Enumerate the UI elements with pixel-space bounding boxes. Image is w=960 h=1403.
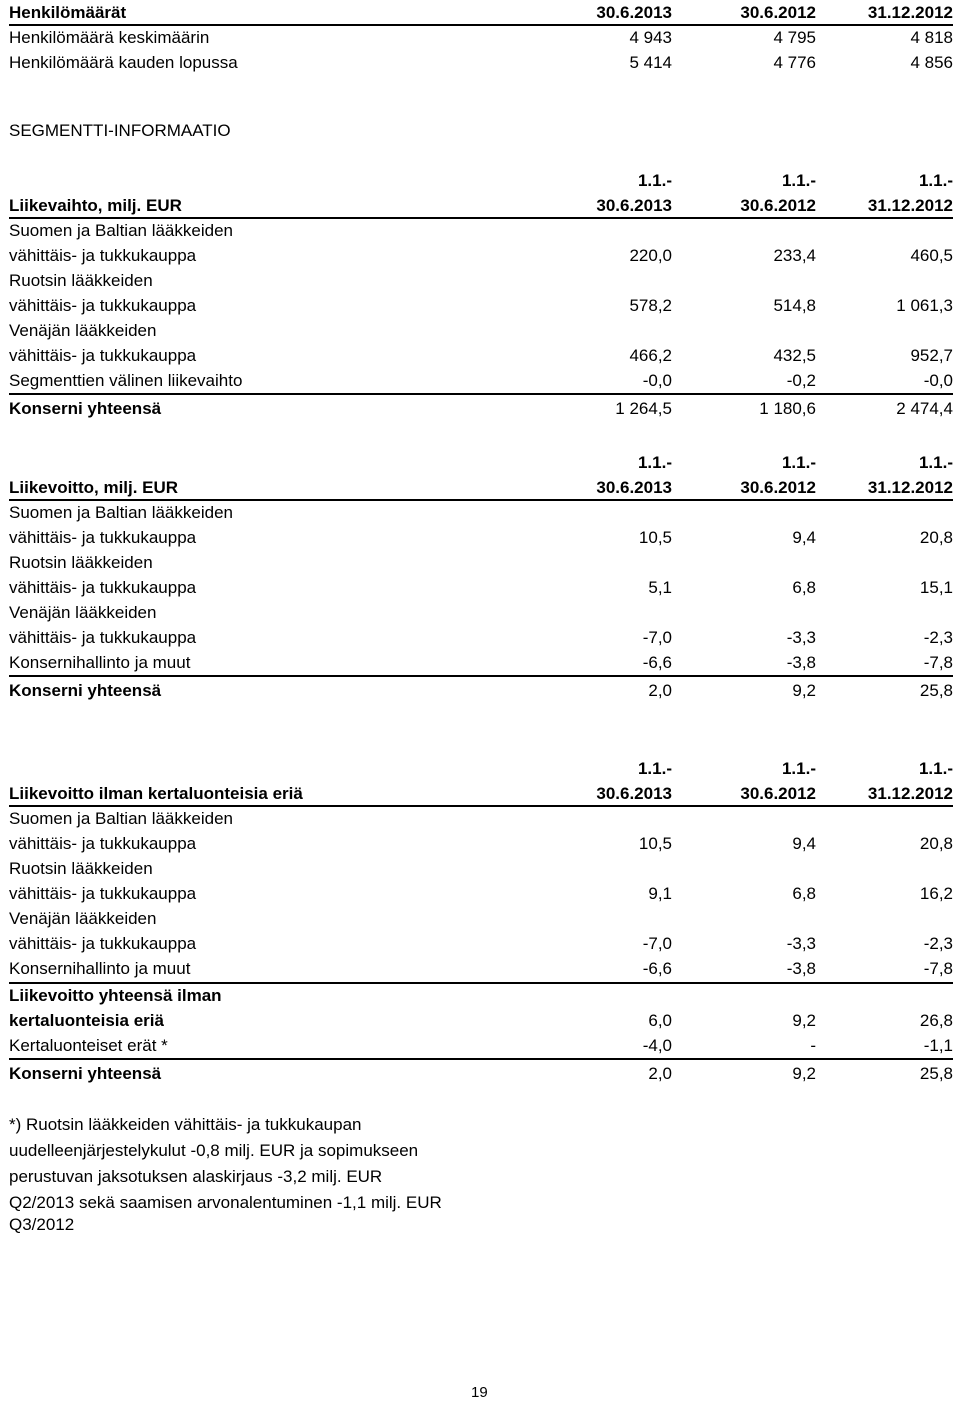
footnote-line: *) Ruotsin lääkkeiden vähittäis- ja tukkukaupan: [9, 1115, 362, 1134]
cell: 16,2: [919, 884, 953, 903]
period-start-row: [9, 168, 953, 193]
divider: [9, 675, 953, 677]
total-row: [9, 396, 953, 421]
cell: 220,0: [629, 246, 672, 265]
cell: 25,8: [919, 1064, 953, 1083]
table-row: [9, 881, 953, 906]
row-label: vähittäis- ja tukkukauppa: [9, 346, 197, 365]
subtotal-label-line: [9, 983, 953, 1008]
col-header: 30.6.2012: [740, 196, 816, 215]
cell: -7,8: [923, 959, 953, 978]
cell: -2,3: [923, 628, 953, 647]
col-header-start: 1.1.-: [637, 171, 672, 190]
cell: 466,2: [629, 346, 672, 365]
ebit-excl-header-row: [9, 781, 953, 806]
table-row: [9, 243, 953, 268]
subtotal-label: Liikevoitto yhteensä ilman: [9, 986, 222, 1005]
col-header: 30.6.2012: [740, 3, 816, 22]
row-label-line: [9, 318, 953, 343]
col-header: 30.6.2013: [596, 478, 672, 497]
period-start-row: [9, 450, 953, 475]
row-label-line: [9, 600, 953, 625]
row-label: Suomen ja Baltian lääkkeiden: [9, 503, 233, 522]
row-label-line: [9, 806, 953, 831]
table-row: [9, 625, 953, 650]
table-row: [9, 293, 953, 318]
cell: 9,2: [792, 1011, 816, 1030]
divider: [9, 1058, 953, 1060]
col-header: 31.12.2012: [867, 784, 953, 803]
row-label: Konsernihallinto ja muut: [9, 653, 191, 672]
table-row: [9, 368, 953, 393]
cell: 26,8: [919, 1011, 953, 1030]
footnote-line: Q2/2013 sekä saamisen arvonalentuminen -1,1 milj. EUR: [9, 1193, 442, 1212]
row-label-line: [9, 218, 953, 243]
table-row: [9, 25, 953, 50]
cell: -3,3: [786, 934, 816, 953]
cell: 4 795: [773, 28, 816, 47]
row-label: vähittäis- ja tukkukauppa: [9, 578, 197, 597]
row-label-line: [9, 550, 953, 575]
ebit-table: [9, 450, 953, 703]
col-header-start: 1.1.-: [637, 759, 672, 778]
cell: -3,8: [786, 653, 816, 672]
cell: -0,0: [642, 371, 672, 390]
cell: 233,4: [773, 246, 816, 265]
table-row: [9, 956, 953, 981]
cell: 15,1: [919, 578, 953, 597]
col-header-start: 1.1.-: [781, 171, 816, 190]
footnote-line: uudelleenjärjestelykulut -0,8 milj. EUR ja sopimukseen: [9, 1141, 419, 1160]
cell: -4,0: [642, 1036, 672, 1055]
row-label: vähittäis- ja tukkukauppa: [9, 834, 197, 853]
divider: [9, 393, 953, 395]
footnote-line: Q3/2012: [9, 1215, 75, 1234]
cell: 20,8: [919, 834, 953, 853]
col-header: 31.12.2012: [867, 478, 953, 497]
cell: 5,1: [648, 578, 672, 597]
cell: 4 943: [629, 28, 672, 47]
col-header-start: 1.1.-: [918, 759, 953, 778]
row-label: Konsernihallinto ja muut: [9, 959, 191, 978]
cell: 6,0: [648, 1011, 672, 1030]
ebit-excl-table: [9, 756, 953, 1086]
cell: -7,0: [642, 628, 672, 647]
row-label: vähittäis- ja tukkukauppa: [9, 246, 197, 265]
cell: 6,8: [792, 578, 816, 597]
cell: 432,5: [773, 346, 816, 365]
row-label-line: [9, 500, 953, 525]
ebit-header-row: [9, 475, 953, 500]
cell: 9,4: [792, 528, 816, 547]
revenue-header-row: [9, 193, 953, 218]
col-header-start: 1.1.-: [781, 453, 816, 472]
col-header-start: 1.1.-: [918, 453, 953, 472]
headcount-title: Henkilömäärät: [9, 3, 127, 22]
cell: -3,3: [786, 628, 816, 647]
table-row: [9, 50, 953, 75]
cell: -7,0: [642, 934, 672, 953]
row-label: Venäjän lääkkeiden: [9, 603, 157, 622]
row-label-line: [9, 906, 953, 931]
cell: 2 474,4: [896, 399, 953, 418]
segment-heading-text: SEGMENTTI-INFORMAATIO: [9, 121, 231, 140]
cell: 25,8: [919, 681, 953, 700]
row-label: Suomen ja Baltian lääkkeiden: [9, 221, 233, 240]
col-header: 30.6.2013: [596, 3, 672, 22]
row-label: Henkilömäärä kauden lopussa: [9, 53, 238, 72]
revenue-title: Liikevaihto, milj. EUR: [9, 196, 182, 215]
subtotal-row: [9, 1008, 953, 1033]
cell: 460,5: [910, 246, 953, 265]
table-row: [9, 343, 953, 368]
cell: 1 264,5: [615, 399, 672, 418]
cell: 10,5: [638, 528, 672, 547]
row-label: vähittäis- ja tukkukauppa: [9, 628, 197, 647]
col-header-start: 1.1.-: [637, 453, 672, 472]
cell: 9,1: [648, 884, 672, 903]
headcount-header-row: [9, 0, 953, 25]
total-row: [9, 678, 953, 703]
col-header: 31.12.2012: [867, 3, 953, 22]
cell: -0,2: [786, 371, 816, 390]
row-label: vähittäis- ja tukkukauppa: [9, 296, 197, 315]
row-label: vähittäis- ja tukkukauppa: [9, 528, 197, 547]
footnote-line: perustuvan jaksotuksen alaskirjaus -3,2 milj. EUR: [9, 1167, 383, 1186]
table-row: [9, 1033, 953, 1058]
cell: 5 414: [629, 53, 672, 72]
row-label: Kertaluonteiset erät *: [9, 1036, 168, 1055]
col-header: 30.6.2012: [740, 784, 816, 803]
row-label: vähittäis- ja tukkukauppa: [9, 884, 197, 903]
cell: 2,0: [648, 681, 672, 700]
ebit-title: Liikevoitto, milj. EUR: [9, 478, 179, 497]
table-row: [9, 575, 953, 600]
cell: -6,6: [642, 653, 672, 672]
col-header-start: 1.1.-: [918, 171, 953, 190]
row-label: Venäjän lääkkeiden: [9, 321, 157, 340]
cell: 9,2: [792, 1064, 816, 1083]
ebit-excl-title: Liikevoitto ilman kertaluonteisia eriä: [9, 784, 303, 803]
cell: -: [810, 1036, 816, 1055]
col-header: 30.6.2013: [596, 196, 672, 215]
row-label: vähittäis- ja tukkukauppa: [9, 934, 197, 953]
cell: -7,8: [923, 653, 953, 672]
segment-heading: [9, 118, 953, 143]
cell: 1 061,3: [896, 296, 953, 315]
cell: 578,2: [629, 296, 672, 315]
row-label: Suomen ja Baltian lääkkeiden: [9, 809, 233, 828]
total-label: Konserni yhteensä: [9, 1064, 162, 1083]
cell: 9,4: [792, 834, 816, 853]
table-row: [9, 525, 953, 550]
row-label-line: [9, 268, 953, 293]
page-number: 19: [471, 1384, 488, 1401]
cell: 514,8: [773, 296, 816, 315]
cell: 4 776: [773, 53, 816, 72]
total-row: [9, 1061, 953, 1086]
headcount-table: [9, 0, 953, 75]
cell: -2,3: [923, 934, 953, 953]
row-label: Ruotsin lääkkeiden: [9, 859, 153, 878]
cell: 2,0: [648, 1064, 672, 1083]
row-label-line: [9, 856, 953, 881]
cell: 1 180,6: [759, 399, 816, 418]
table-row: [9, 931, 953, 956]
cell: 4 856: [910, 53, 953, 72]
cell: 10,5: [638, 834, 672, 853]
cell: 6,8: [792, 884, 816, 903]
period-start-row: [9, 756, 953, 781]
row-label: Ruotsin lääkkeiden: [9, 553, 153, 572]
total-label: Konserni yhteensä: [9, 399, 162, 418]
cell: 952,7: [910, 346, 953, 365]
cell: -6,6: [642, 959, 672, 978]
total-label: Konserni yhteensä: [9, 681, 162, 700]
footnote: [9, 1112, 569, 1238]
cell: -1,1: [923, 1036, 953, 1055]
col-header: 30.6.2012: [740, 478, 816, 497]
row-label: Henkilömäärä keskimäärin: [9, 28, 210, 47]
col-header: 31.12.2012: [867, 196, 953, 215]
row-label: Segmenttien välinen liikevaihto: [9, 371, 243, 390]
cell: 9,2: [792, 681, 816, 700]
row-label: Ruotsin lääkkeiden: [9, 271, 153, 290]
cell: 20,8: [919, 528, 953, 547]
col-header-start: 1.1.-: [781, 759, 816, 778]
cell: -3,8: [786, 959, 816, 978]
revenue-table: [9, 168, 953, 421]
row-label: Venäjän lääkkeiden: [9, 909, 157, 928]
cell: 4 818: [910, 28, 953, 47]
col-header: 30.6.2013: [596, 784, 672, 803]
cell: -0,0: [923, 371, 953, 390]
table-row: [9, 650, 953, 675]
table-row: [9, 831, 953, 856]
subtotal-label: kertaluonteisia eriä: [9, 1011, 164, 1030]
